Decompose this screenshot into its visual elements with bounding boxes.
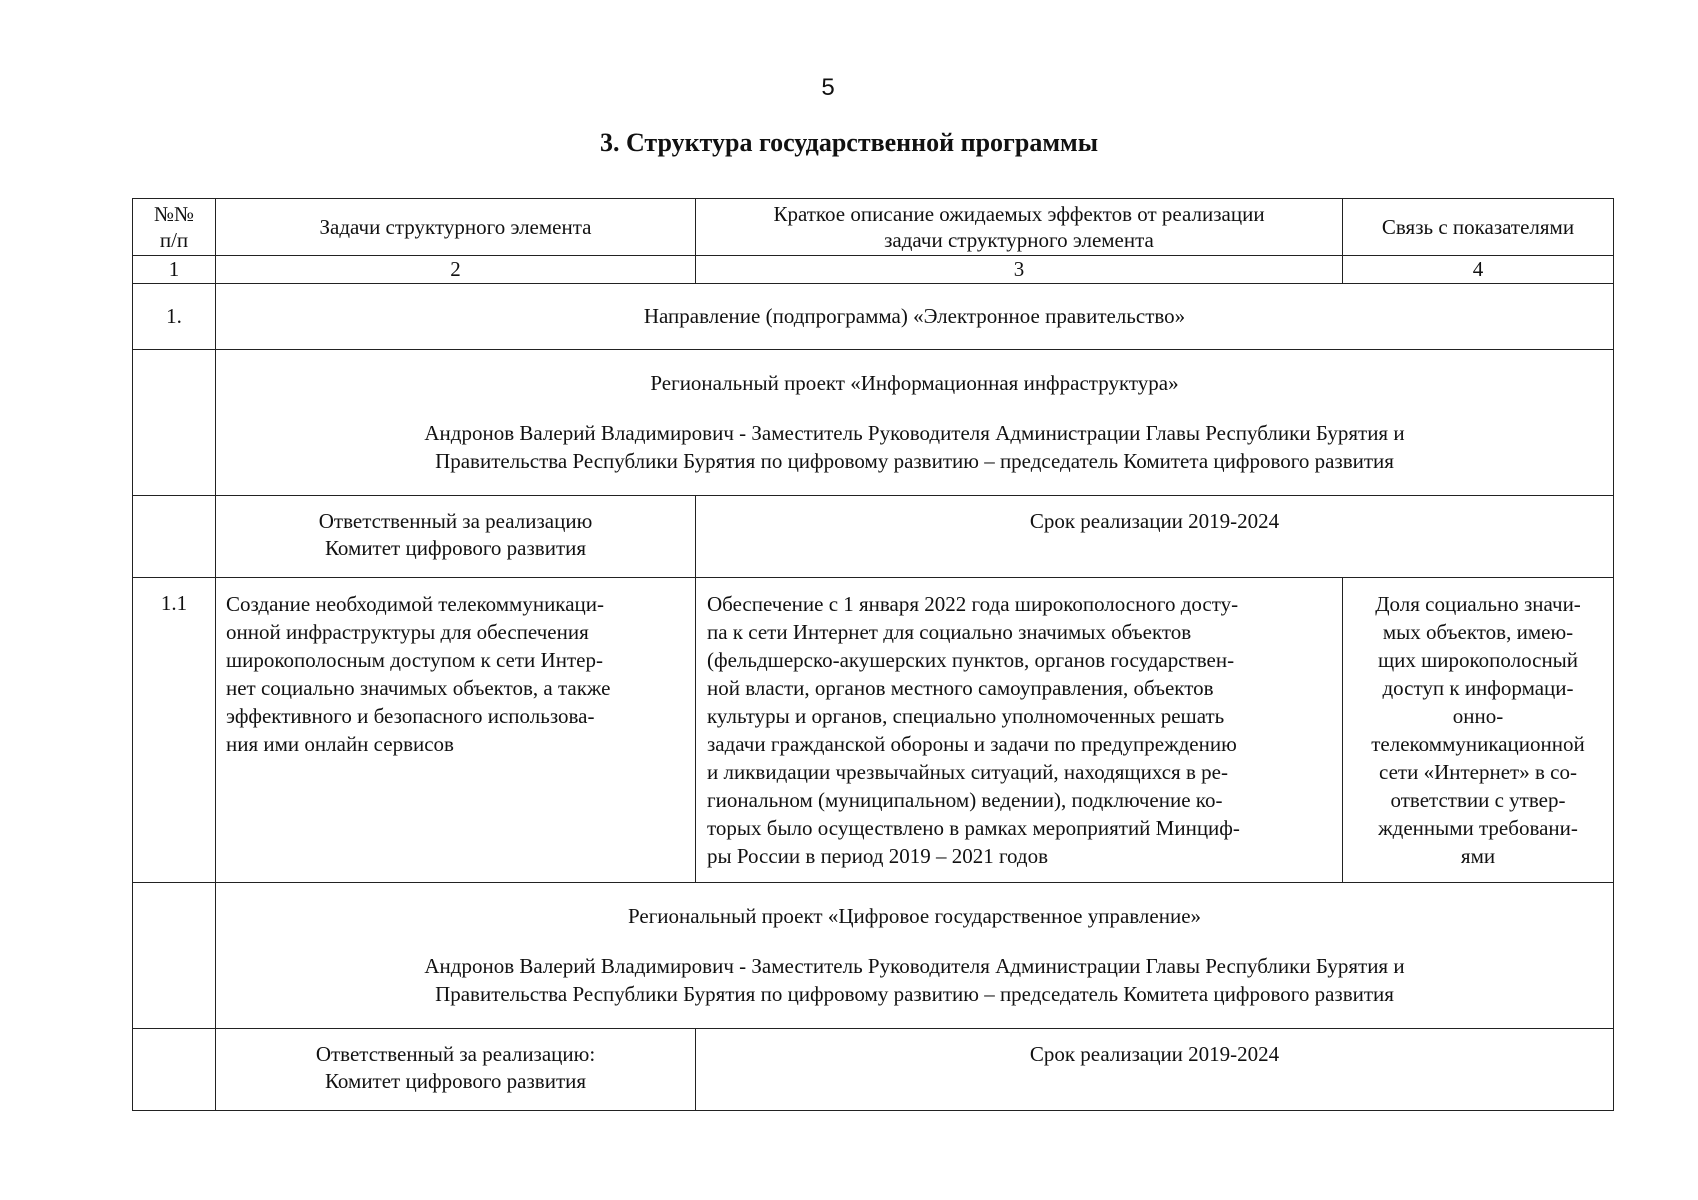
project2-term: Срок реализации 2019-2024 — [696, 1029, 1614, 1111]
project1-responsible-number-cell — [133, 496, 216, 578]
indicator-line-4: доступ к информаци- — [1382, 676, 1574, 700]
task-1-1-line-4: нет социально значимых объектов, а также — [226, 676, 611, 700]
direction-number: 1. — [133, 284, 216, 350]
project2-responsible-row — [133, 1029, 1614, 1111]
project2-cell — [216, 883, 1614, 1029]
task-1-1-row — [133, 578, 1614, 883]
header-tasks-text: Задачи структурного элемента — [319, 214, 592, 239]
direction-row — [133, 284, 1614, 350]
project2-number-cell — [133, 883, 216, 1029]
project2-leader-line1: Андронов Валерий Владимирович - Заместитель Руководителя Администрации Главы Республики Бурятия и — [424, 954, 1405, 979]
task-1-1-line-2: онной инфраструктуры для обеспечения — [226, 620, 589, 644]
project2-row — [133, 883, 1614, 1029]
task-1-1-line-6: ния ими онлайн сервисов — [226, 732, 454, 756]
task-1-1-line-1: Создание необходимой телекоммуникаци- — [226, 592, 604, 616]
project1-number-cell — [133, 350, 216, 496]
task-1-1-indicators — [1343, 578, 1614, 883]
project1-cell — [216, 350, 1614, 496]
indicator-line-6: телекоммуникационной — [1371, 732, 1585, 756]
effect-line-8: гиональном (муниципальном) ведении), подключение ко- — [707, 788, 1223, 812]
column-number-1: 1 — [133, 256, 216, 284]
project1-row — [133, 350, 1614, 496]
project2-responsible-cell — [216, 1029, 696, 1111]
task-1-1-line-3: широкополосным доступом к сети Интер- — [226, 648, 603, 672]
indicator-line-9: жденными требовани- — [1378, 816, 1578, 840]
task-1-1-description — [216, 578, 696, 883]
task-1-1-number: 1.1 — [133, 578, 216, 883]
indicator-line-1: Доля социально значи- — [1375, 592, 1581, 616]
effect-line-4: ной власти, органов местного самоуправления, объектов — [707, 676, 1214, 700]
project1-leader-line2: Правительства Республики Бурятия по цифровому развитию – председатель Комитета цифрового развития — [435, 448, 1394, 473]
indicator-line-3: щих широкополосный — [1377, 648, 1579, 672]
indicator-line-7: сети «Интернет» в со- — [1379, 760, 1577, 784]
column-number-2: 2 — [216, 256, 696, 284]
project1-responsible-row — [133, 496, 1614, 578]
header-cell-effects — [696, 199, 1343, 256]
effect-line-10: ры России в период 2019 – 2021 годов — [707, 844, 1049, 868]
effect-line-3: (фельдшерско-акушерских пунктов, органов государствен- — [707, 648, 1235, 672]
indicator-line-10: ями — [1460, 844, 1496, 868]
header-indicators-text: Связь с показателями — [1381, 214, 1575, 239]
effect-line-7: и ликвидации чрезвычайных ситуаций, находящихся в ре- — [707, 760, 1228, 784]
table-header-row — [133, 199, 1614, 256]
project1-responsible-cell — [216, 496, 696, 578]
effect-line-1: Обеспечение с 1 января 2022 года широкополосного досту- — [707, 592, 1239, 616]
header-effects-line1: Краткое описание ожидаемых эффектов от реализации — [773, 201, 1265, 226]
effect-line-6: задачи гражданской обороны и задачи по предупреждению — [707, 732, 1237, 756]
effect-line-2: па к сети Интернет для социально значимых объектов — [707, 620, 1192, 644]
column-number-3: 3 — [696, 256, 1343, 284]
header-number-line1: №№ — [153, 201, 195, 226]
indicator-line-5: онно- — [1452, 704, 1504, 728]
project2-responsible-org: Комитет цифрового развития — [324, 1069, 587, 1094]
header-number-line2: п/п — [159, 228, 189, 252]
project1-title: Региональный проект «Информационная инфраструктура» — [650, 371, 1179, 396]
header-effects-line2: задачи структурного элемента — [884, 228, 1154, 252]
effect-line-5: культуры и органов, специально уполномоченных решать — [707, 704, 1225, 728]
indicator-line-2: мых объектов, имею- — [1382, 620, 1574, 644]
task-1-1-line-5: эффективного и безопасного использова- — [226, 704, 595, 728]
header-cell-indicators — [1343, 199, 1614, 256]
project1-term: Срок реализации 2019-2024 — [696, 496, 1614, 578]
task-1-1-effects — [696, 578, 1343, 883]
section-title: 3. Структура государственной программы — [599, 128, 1099, 157]
project2-title: Региональный проект «Цифровое государственное управление» — [627, 904, 1202, 929]
project1-responsible-org: Комитет цифрового развития — [324, 536, 587, 561]
direction-title: Направление (подпрограмма) «Электронное правительство» — [216, 284, 1614, 350]
project1-leader-line1: Андронов Валерий Владимирович - Заместитель Руководителя Администрации Главы Республики Бурятия и — [424, 421, 1405, 446]
effect-line-9: торых было осуществлено в рамках мероприятий Минциф- — [707, 816, 1240, 840]
project1-responsible-label: Ответственный за реализацию — [318, 509, 593, 533]
project2-responsible-number-cell — [133, 1029, 216, 1111]
project2-responsible-label: Ответственный за реализацию: — [315, 1042, 596, 1066]
column-number-4: 4 — [1343, 256, 1614, 284]
header-cell-tasks — [216, 199, 696, 256]
indicator-line-8: ответствии с утвер- — [1390, 788, 1566, 812]
column-number-row — [133, 256, 1614, 284]
header-cell-number — [133, 199, 216, 256]
page-number: 5 — [821, 74, 835, 101]
project1-spacer — [216, 397, 1613, 420]
project2-spacer — [216, 930, 1613, 953]
program-structure-table — [132, 198, 1614, 1111]
project2-leader-line2: Правительства Республики Бурятия по цифровому развитию – председатель Комитета цифрового развития — [435, 981, 1394, 1006]
